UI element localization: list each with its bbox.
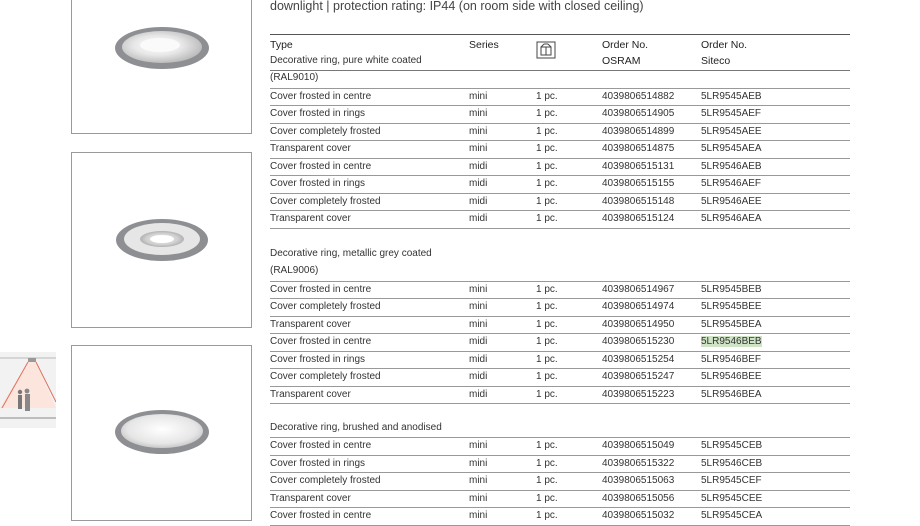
cell-type: Cover frosted in rings xyxy=(270,108,366,119)
cell-order-siteco: 5LR9545CEA xyxy=(701,510,763,521)
product-photo-grey-ring xyxy=(71,152,252,328)
table-row xyxy=(270,473,850,491)
section-title-text: Decorative ring, metallic grey coated (RAL9006) xyxy=(270,247,432,276)
cell-series: mini xyxy=(469,510,488,521)
section-title xyxy=(270,229,850,282)
cell-order-osram: 4039806515056 xyxy=(602,492,675,504)
cell-order-siteco: 5LR9545BEE xyxy=(701,301,762,312)
cell-type: Transparent cover xyxy=(270,492,351,504)
cell-order-osram: 4039806515124 xyxy=(602,213,675,224)
cell-type: Cover frosted in rings xyxy=(270,178,366,189)
cell-order-siteco: 5LR9546BEE xyxy=(701,371,762,382)
cell-order-osram: 4039806514875 xyxy=(602,143,675,154)
cell-type: Cover frosted in centre xyxy=(270,440,372,451)
cell-order-osram: 4039806515230 xyxy=(602,336,675,347)
cell-order-siteco: 5LR9545AEB xyxy=(701,90,762,102)
table-row xyxy=(270,387,850,405)
cell-quantity: 1 pc. xyxy=(536,213,558,224)
cell-order-siteco: 5LR9546AEA xyxy=(701,213,762,224)
table-row xyxy=(270,352,850,370)
cell-type: Transparent cover xyxy=(270,388,351,400)
table-row xyxy=(270,508,850,526)
table-row xyxy=(270,456,850,474)
table-row xyxy=(270,491,850,509)
table-row xyxy=(270,124,850,142)
cell-series: mini xyxy=(469,318,488,330)
cell-type: Cover frosted in centre xyxy=(270,510,372,521)
cell-order-osram: 4039806515131 xyxy=(602,160,675,172)
cell-quantity: 1 pc. xyxy=(536,318,558,330)
cell-order-osram: 4039806514905 xyxy=(602,108,675,119)
cell-order-osram: 4039806514950 xyxy=(602,318,675,330)
cell-type: Cover frosted in centre xyxy=(270,160,372,172)
cell-series: mini xyxy=(469,440,488,451)
cell-order-osram: 4039806515063 xyxy=(602,475,675,486)
cell-quantity: 1 pc. xyxy=(536,143,558,154)
cell-quantity: 1 pc. xyxy=(536,457,558,469)
cell-type: Cover frosted in centre xyxy=(270,336,372,347)
cell-type: Cover completely frosted xyxy=(270,195,381,207)
cell-order-siteco: 5LR9545CEE xyxy=(701,492,763,504)
cell-type: Transparent cover xyxy=(270,143,351,154)
cell-type: Cover completely frosted xyxy=(270,475,381,486)
cell-series: midi xyxy=(469,353,488,365)
product-photo-brushed-ring xyxy=(71,345,252,521)
cell-type: Cover completely frosted xyxy=(270,371,381,382)
table-row xyxy=(270,194,850,212)
cell-order-siteco: 5LR9546AEB xyxy=(701,160,762,172)
cell-series: midi xyxy=(469,371,488,382)
cell-order-siteco: 5LR9545CEF xyxy=(701,475,762,486)
cell-order-osram: 4039806514974 xyxy=(602,301,675,312)
table-row xyxy=(270,106,850,124)
section-title xyxy=(270,404,850,438)
cell-series: mini xyxy=(469,457,488,469)
cell-order-osram: 4039806514899 xyxy=(602,125,675,137)
cell-quantity: 1 pc. xyxy=(536,301,558,312)
cell-order-osram: 4039806514967 xyxy=(602,283,675,295)
cell-order-osram: 4039806515155 xyxy=(602,178,675,189)
cell-order-siteco: 5LR9546AEE xyxy=(701,195,762,207)
cell-type: Cover frosted in centre xyxy=(270,283,372,295)
product-photo-white-ring xyxy=(71,0,252,134)
cell-quantity: 1 pc. xyxy=(536,283,558,295)
cell-quantity: 1 pc. xyxy=(536,125,558,137)
cell-series: mini xyxy=(469,475,488,486)
section-title-text: Decorative ring, brushed and anodised xyxy=(270,421,442,433)
cell-quantity: 1 pc. xyxy=(536,440,558,451)
cell-quantity: 1 pc. xyxy=(536,510,558,521)
cell-quantity: 1 pc. xyxy=(536,353,558,365)
header-series: Series xyxy=(469,39,499,51)
cell-order-siteco: 5LR9546CEB xyxy=(701,457,763,469)
section-title-text: Decorative ring, pure white coated (RAL9010) xyxy=(270,54,422,83)
table-row xyxy=(270,369,850,387)
cell-order-siteco: 5LR9546BEF xyxy=(701,353,762,365)
cell-order-siteco: 5LR9545BEA xyxy=(701,318,762,330)
table-row xyxy=(270,141,850,159)
cell-order-siteco: 5LR9545AEE xyxy=(701,125,762,137)
cell-quantity: 1 pc. xyxy=(536,492,558,504)
cell-type: Cover frosted in rings xyxy=(270,457,366,469)
cell-order-osram: 4039806515322 xyxy=(602,457,675,469)
cell-series: midi xyxy=(469,213,488,224)
cell-order-siteco: 5LR9545CEB xyxy=(701,440,763,451)
cell-quantity: 1 pc. xyxy=(536,336,558,347)
cell-order-osram: 4039806515032 xyxy=(602,510,675,521)
cell-series: midi xyxy=(469,178,488,189)
cell-series: mini xyxy=(469,143,488,154)
cell-type: Cover completely frosted xyxy=(270,125,381,137)
cell-order-osram: 4039806515223 xyxy=(602,388,675,400)
cell-quantity: 1 pc. xyxy=(536,90,558,102)
product-table xyxy=(270,34,850,526)
cell-series: mini xyxy=(469,90,488,102)
header-order-osram-1: Order No. xyxy=(602,39,649,51)
header-type: Type xyxy=(270,39,293,51)
cell-series: mini xyxy=(469,283,488,295)
cell-series: midi xyxy=(469,388,488,400)
cell-series: mini xyxy=(469,301,488,312)
cell-quantity: 1 pc. xyxy=(536,388,558,400)
cell-quantity: 1 pc. xyxy=(536,195,558,207)
table-row xyxy=(270,159,850,177)
cell-type: Cover frosted in rings xyxy=(270,353,366,365)
cell-series: mini xyxy=(469,108,488,119)
table-row xyxy=(270,176,850,194)
cell-order-osram: 4039806515247 xyxy=(602,371,675,382)
cell-series: mini xyxy=(469,492,488,504)
table-row xyxy=(270,334,850,352)
cell-order-siteco: 5LR9546AEF xyxy=(701,178,762,189)
cell-order-osram: 4039806515254 xyxy=(602,353,675,365)
cell-type: Transparent cover xyxy=(270,213,351,224)
cell-quantity: 1 pc. xyxy=(536,475,558,486)
cell-quantity: 1 pc. xyxy=(536,160,558,172)
cell-order-siteco: 5LR9546BEB xyxy=(701,336,762,347)
table-row xyxy=(270,438,850,456)
cell-type: Transparent cover xyxy=(270,318,351,330)
header-order-siteco-2: Siteco xyxy=(701,55,731,67)
cell-order-osram: 4039806515049 xyxy=(602,440,675,451)
cell-series: midi xyxy=(469,160,488,172)
cell-series: mini xyxy=(469,125,488,137)
cell-type: Cover frosted in centre xyxy=(270,90,372,102)
package-icon xyxy=(536,41,556,59)
table-row xyxy=(270,299,850,317)
cell-quantity: 1 pc. xyxy=(536,108,558,119)
cell-order-siteco: 5LR9545BEB xyxy=(701,283,762,295)
table-row xyxy=(270,317,850,335)
cell-order-siteco: 5LR9546BEA xyxy=(701,388,762,400)
light-distribution-sketch xyxy=(0,352,56,428)
table-row xyxy=(270,282,850,300)
cell-order-siteco: 5LR9545AEF xyxy=(701,108,762,119)
table-row xyxy=(270,89,850,107)
cell-type: Cover completely frosted xyxy=(270,301,381,312)
cell-quantity: 1 pc. xyxy=(536,371,558,382)
header-order-osram-2: OSRAM xyxy=(602,55,641,67)
cell-series: midi xyxy=(469,195,488,207)
table-row xyxy=(270,211,850,229)
cell-quantity: 1 pc. xyxy=(536,178,558,189)
cell-series: midi xyxy=(469,336,488,347)
cell-order-osram: 4039806514882 xyxy=(602,90,675,102)
intro-text: downlight | protection rating: IP44 (on room side with closed ceiling) xyxy=(270,0,644,13)
header-order-siteco-1: Order No. xyxy=(701,39,748,51)
cell-order-siteco: 5LR9545AEA xyxy=(701,143,762,154)
cell-order-osram: 4039806515148 xyxy=(602,195,675,207)
